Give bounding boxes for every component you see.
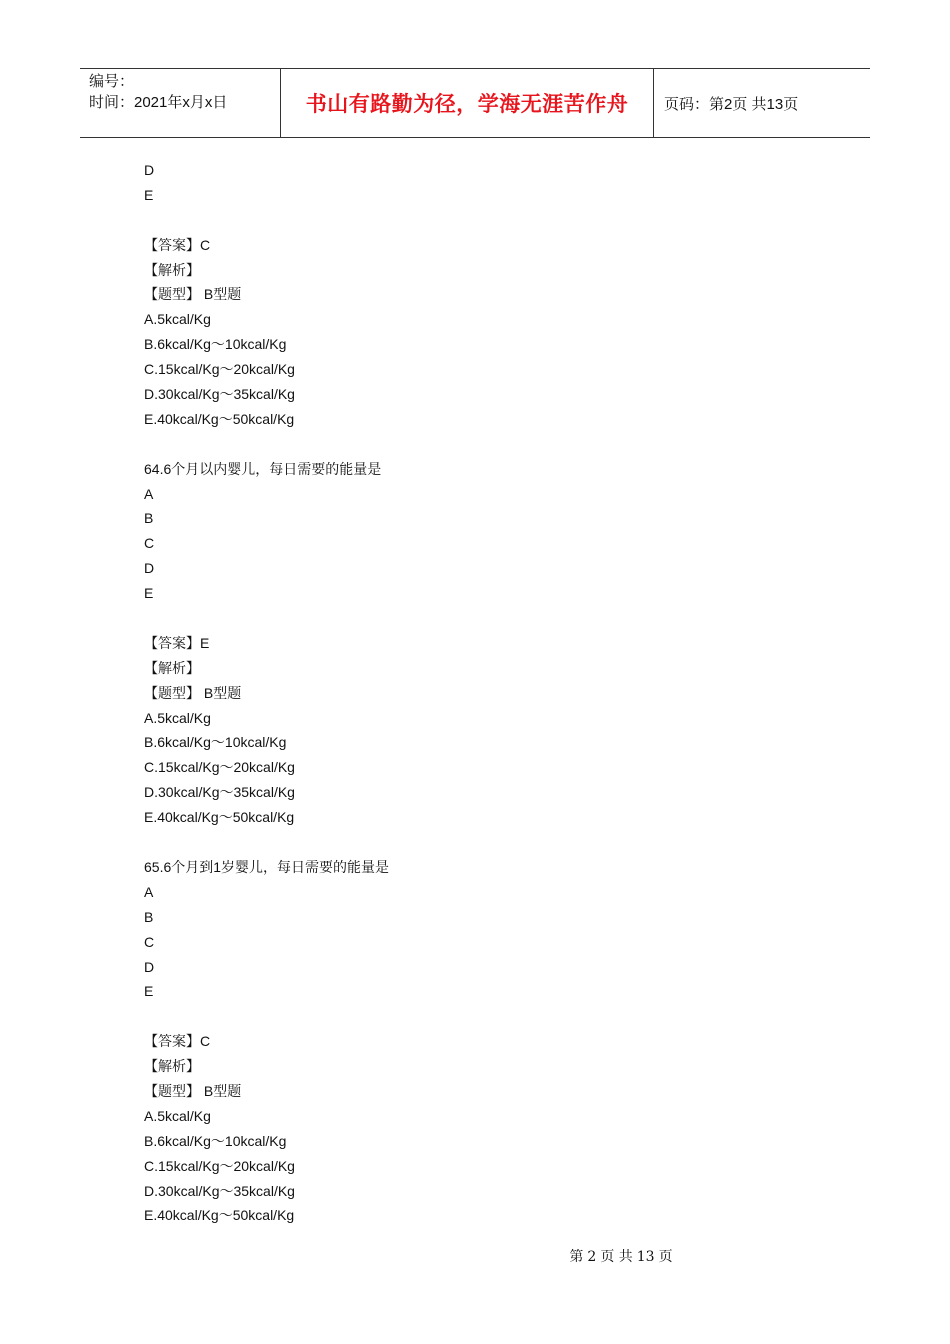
choice-line: A.5kcal/Kg: [144, 311, 211, 328]
choice-line: E.40kcal/Kg～50kcal/Kg: [144, 809, 295, 826]
choice-line: A.5kcal/Kg: [144, 709, 211, 726]
choice-line: B.6kcal/Kg～10kcal/Kg: [144, 1132, 287, 1149]
option-line: D: [144, 958, 155, 975]
serial-label: 编号：: [89, 73, 135, 90]
choice-line: B.6kcal/Kg～10kcal/Kg: [144, 734, 287, 751]
option-line: C: [144, 535, 155, 552]
header-page-info: 页码：第2页 共13页: [664, 95, 799, 113]
option-line: E: [144, 983, 154, 1000]
option-line: E: [144, 585, 154, 602]
choice-line: D.30kcal/Kg～35kcal/Kg: [144, 784, 295, 801]
page-header: [80, 68, 870, 138]
answer-line: 【答案】C: [144, 236, 211, 253]
choice-line: C.15kcal/Kg～20kcal/Kg: [144, 1157, 295, 1174]
question-block: [144, 855, 844, 1228]
header-left-cell: [80, 69, 281, 137]
question-text: 64.6个月以内婴儿，每日需要的能量是: [144, 460, 382, 477]
question-text: 65.6个月到1岁婴儿，每日需要的能量是: [144, 858, 390, 875]
page-footer: [0, 1246, 950, 1266]
choice-line: D.30kcal/Kg～35kcal/Kg: [144, 386, 295, 403]
answer-line: 【答案】E: [144, 634, 210, 651]
footer-prefix: 第: [569, 1249, 584, 1265]
option-line: A: [144, 485, 154, 502]
footer-mid: 页 共: [600, 1249, 633, 1265]
choice-line: E.40kcal/Kg～50kcal/Kg: [144, 1207, 295, 1224]
question-type-line: 【题型】 B型题: [144, 286, 242, 303]
document-body: [144, 158, 844, 1228]
option-line: A: [144, 883, 154, 900]
option-line: C: [144, 933, 155, 950]
footer-suffix: 页: [658, 1249, 673, 1265]
spacer: [144, 606, 844, 631]
date-label: 时间：2021年x月x日: [89, 94, 228, 111]
answer-line: 【答案】C: [144, 1033, 211, 1050]
choice-line: B.6kcal/Kg～10kcal/Kg: [144, 336, 287, 353]
analysis-line: 【解析】: [144, 261, 200, 278]
question-type-line: 【题型】 B型题: [144, 1082, 242, 1099]
spacer: [144, 830, 844, 855]
footer-page-number: 2: [587, 1249, 597, 1265]
choice-line: D.30kcal/Kg～35kcal/Kg: [144, 1182, 295, 1199]
question-block: [144, 457, 844, 830]
spacer: [144, 1004, 844, 1029]
answer-block: [144, 233, 844, 432]
analysis-line: 【解析】: [144, 659, 200, 676]
option-line: B: [144, 908, 154, 925]
spacer: [144, 208, 844, 233]
header-motto-cell: [281, 69, 654, 137]
spacer: [144, 432, 844, 457]
choice-line: C.15kcal/Kg～20kcal/Kg: [144, 759, 295, 776]
footer-total-pages: 13: [636, 1249, 655, 1265]
option-line: E: [144, 186, 154, 203]
choice-line: A.5kcal/Kg: [144, 1107, 211, 1124]
option-line: D: [144, 560, 155, 577]
question-type-line: 【题型】 B型题: [144, 684, 242, 701]
analysis-line: 【解析】: [144, 1058, 200, 1075]
choice-line: C.15kcal/Kg～20kcal/Kg: [144, 361, 295, 378]
option-line: B: [144, 510, 154, 527]
option-line: D: [144, 162, 155, 178]
choice-line: E.40kcal/Kg～50kcal/Kg: [144, 410, 295, 427]
header-motto: 书山有路勤为径，学海无涯苦作舟: [305, 92, 629, 116]
